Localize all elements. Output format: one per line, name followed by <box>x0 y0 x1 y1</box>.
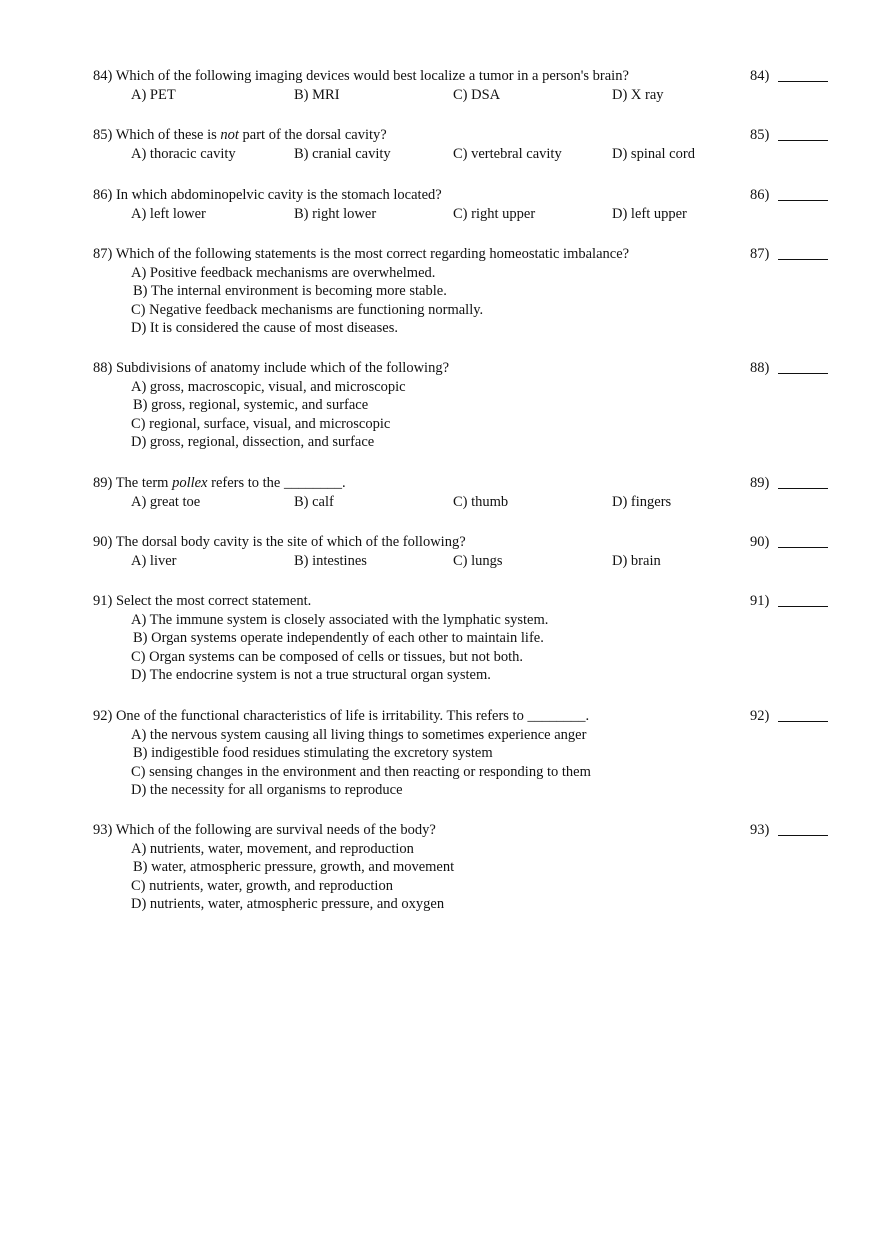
option-b: B) cranial cavity <box>294 145 391 162</box>
answer-number: 93) <box>750 822 770 838</box>
option-a: A) nutrients, water, movement, and reproduction <box>131 840 414 857</box>
option-b: B) gross, regional, systemic, and surface <box>133 397 369 413</box>
answer-blank[interactable] <box>778 606 828 607</box>
question-92 <box>93 707 833 800</box>
option-c: C) lungs <box>453 552 503 569</box>
option-d: D) gross, regional, dissection, and surface <box>131 434 375 450</box>
option-c: C) Organ systems can be composed of cells or tissues, but not both. <box>131 648 523 665</box>
option-d: D) spinal cord <box>612 145 695 162</box>
answer-number: 89) <box>750 475 770 491</box>
option-a: A) thoracic cavity <box>131 145 236 162</box>
answer-blank[interactable] <box>778 835 828 836</box>
option-d: D) the necessity for all organisms to reproduce <box>131 782 403 798</box>
option-d: D) The endocrine system is not a true structural organ system. <box>131 667 491 683</box>
option-c: C) DSA <box>453 86 501 103</box>
question-text: 90) The dorsal body cavity is the site of which of the following? <box>93 534 466 550</box>
answer-number: 86) <box>750 187 770 203</box>
option-d: D) left upper <box>612 205 687 222</box>
question-text: 85) Which of these is not part of the dorsal cavity? <box>93 127 387 143</box>
option-d: D) fingers <box>612 493 672 510</box>
option-b: B) right lower <box>294 205 377 222</box>
answer-number: 84) <box>750 68 770 84</box>
option-c: C) regional, surface, visual, and microscopic <box>131 415 391 432</box>
answer-number: 92) <box>750 708 770 724</box>
answer-number: 90) <box>750 534 770 550</box>
question-86 <box>93 186 833 223</box>
option-d: D) X ray <box>612 86 664 103</box>
option-a: A) left lower <box>131 205 206 222</box>
question-text: 87) Which of the following statements is the most correct regarding homeostatic imbalance? <box>93 246 630 262</box>
option-b: B) calf <box>294 493 334 510</box>
question-85 <box>93 126 833 163</box>
question-84 <box>93 67 833 104</box>
question-91 <box>93 592 833 685</box>
answer-blank[interactable] <box>778 721 828 722</box>
answer-blank[interactable] <box>778 200 828 201</box>
option-c: C) sensing changes in the environment and then reacting or responding to them <box>131 763 591 780</box>
question-89 <box>93 474 833 511</box>
question-text: 88) Subdivisions of anatomy include which of the following? <box>93 360 450 376</box>
option-a: A) the nervous system causing all living things to sometimes experience anger <box>131 726 587 743</box>
option-a: A) liver <box>131 552 177 569</box>
option-b: B) intestines <box>294 552 367 569</box>
option-c: C) thumb <box>453 493 509 510</box>
answer-blank[interactable] <box>778 488 828 489</box>
question-text: 91) Select the most correct statement. <box>93 593 312 609</box>
option-b: B) indigestible food residues stimulating the excretory system <box>133 745 493 761</box>
answer-number: 85) <box>750 127 770 143</box>
option-b: B) MRI <box>294 86 340 103</box>
answer-number: 91) <box>750 593 770 609</box>
option-a: A) PET <box>131 86 176 103</box>
question-text: 92) One of the functional characteristics of life is irritability. This refers to ________. <box>93 708 590 724</box>
question-93 <box>93 821 833 914</box>
option-c: C) vertebral cavity <box>453 145 562 162</box>
answer-number: 87) <box>750 246 770 262</box>
question-text: 89) The term pollex refers to the ________. <box>93 475 346 491</box>
question-88 <box>93 359 833 452</box>
question-90 <box>93 533 833 570</box>
answer-blank[interactable] <box>778 547 828 548</box>
option-b: B) water, atmospheric pressure, growth, and movement <box>133 859 455 875</box>
answer-number: 88) <box>750 360 770 376</box>
answer-blank[interactable] <box>778 81 828 82</box>
option-d: D) nutrients, water, atmospheric pressure, and oxygen <box>131 896 445 912</box>
answer-blank[interactable] <box>778 259 828 260</box>
question-text: 86) In which abdominopelvic cavity is the stomach located? <box>93 187 442 203</box>
option-c: C) nutrients, water, growth, and reproduction <box>131 877 393 894</box>
option-a: A) Positive feedback mechanisms are overwhelmed. <box>131 264 436 281</box>
question-text: 84) Which of the following imaging devices would best localize a tumor in a person's brain? <box>93 68 629 84</box>
option-b: B) The internal environment is becoming more stable. <box>133 283 447 299</box>
option-a: A) great toe <box>131 493 201 510</box>
answer-blank[interactable] <box>778 373 828 374</box>
option-a: A) The immune system is closely associated with the lymphatic system. <box>131 611 549 628</box>
question-text: 93) Which of the following are survival needs of the body? <box>93 822 436 838</box>
option-c: C) right upper <box>453 205 536 222</box>
question-87 <box>93 245 833 338</box>
answer-blank[interactable] <box>778 140 828 141</box>
option-d: D) It is considered the cause of most diseases. <box>131 320 398 336</box>
option-d: D) brain <box>612 552 661 569</box>
option-a: A) gross, macroscopic, visual, and microscopic <box>131 378 406 395</box>
option-b: B) Organ systems operate independently of each other to maintain life. <box>133 630 544 646</box>
option-c: C) Negative feedback mechanisms are functioning normally. <box>131 301 484 318</box>
